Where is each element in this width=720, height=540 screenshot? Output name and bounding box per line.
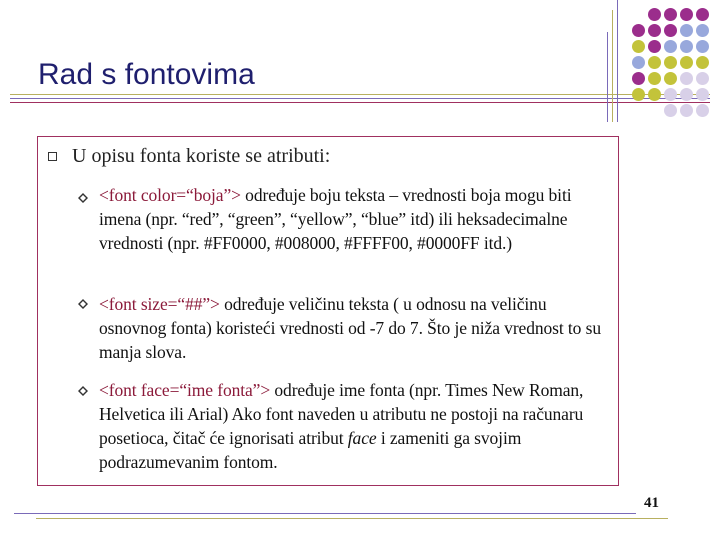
decorative-dot [648, 88, 661, 101]
decorative-dot-grid [632, 8, 716, 120]
decorative-dot [648, 24, 661, 37]
decorative-dot [680, 56, 693, 69]
list-item-font-face [99, 378, 611, 474]
page-number: 41 [644, 495, 659, 511]
decorative-dot [648, 72, 661, 85]
title-rule-top [10, 94, 710, 95]
decorative-dot [696, 56, 709, 69]
code-font-color: <font color=“boja”> [99, 185, 241, 205]
decorative-dot [632, 40, 645, 53]
decorative-dot [696, 88, 709, 101]
list-item-text: određuje ime fonta (npr. Times New Roman, Helvetica ili Arial) Ako font naveden u atributu ne postoji na računaru posetioca, čitač će ignorisati atribut [99, 380, 584, 448]
decorative-dot [680, 104, 693, 117]
decorative-dot [680, 8, 693, 21]
main-bullet-text: U opisu fonta koriste se atributi: [72, 145, 331, 167]
decorative-dot [680, 40, 693, 53]
title-rule-accent [10, 102, 710, 103]
decorative-dot [696, 72, 709, 85]
slide-title: Rad s fontovima [38, 58, 255, 91]
list-item-font-size [99, 292, 611, 364]
decorative-dot [632, 88, 645, 101]
decorative-dot [648, 8, 661, 21]
code-font-face: <font face=“ime fonta”> [99, 380, 271, 400]
footer-rule-top [14, 513, 636, 514]
vertical-rule-middle [612, 10, 613, 122]
decorative-dot [664, 88, 677, 101]
title-rule-bottom [10, 98, 710, 99]
decorative-dot [696, 40, 709, 53]
vertical-rule-right [617, 0, 618, 122]
decorative-dot [648, 56, 661, 69]
list-item-text: određuje veličinu teksta ( u odnosu na veličinu osnovnog fonta) koristeći vrednosti od -7 do 7. Što je niža vrednost to su manja slova. [99, 294, 601, 362]
diamond-bullet-icon [78, 386, 88, 396]
diamond-bullet-icon [78, 299, 88, 309]
square-bullet-icon [48, 152, 57, 161]
decorative-dot [664, 72, 677, 85]
decorative-dot [664, 24, 677, 37]
list-item-text: određuje boju teksta – vrednosti boja mogu biti imena (npr. “red”, “green”, “yellow”, “blue” itd) ili heksadecimalne vrednosti (npr. #FF0000, #008000, #FFFF00, #0000FF itd.) [99, 185, 572, 253]
decorative-dot [664, 40, 677, 53]
decorative-dot [696, 8, 709, 21]
decorative-dot [680, 24, 693, 37]
decorative-dot [696, 104, 709, 117]
code-font-size: <font size=“##”> [99, 294, 220, 314]
decorative-dot [648, 40, 661, 53]
footer-rule-bottom [36, 518, 668, 519]
italic-attribute-name: face [347, 428, 377, 448]
diamond-bullet-icon [78, 193, 88, 203]
decorative-dot [664, 104, 677, 117]
list-item-font-color [99, 183, 611, 255]
list-item-text-end: i zameniti ga svojim podrazumevanim fontom. [99, 428, 522, 472]
decorative-dot [664, 56, 677, 69]
decorative-dot [664, 8, 677, 21]
decorative-dot [680, 88, 693, 101]
decorative-dot [680, 72, 693, 85]
decorative-dot [632, 56, 645, 69]
decorative-dot [696, 24, 709, 37]
decorative-dot [632, 24, 645, 37]
decorative-dot [632, 72, 645, 85]
vertical-rule-left [607, 32, 608, 122]
